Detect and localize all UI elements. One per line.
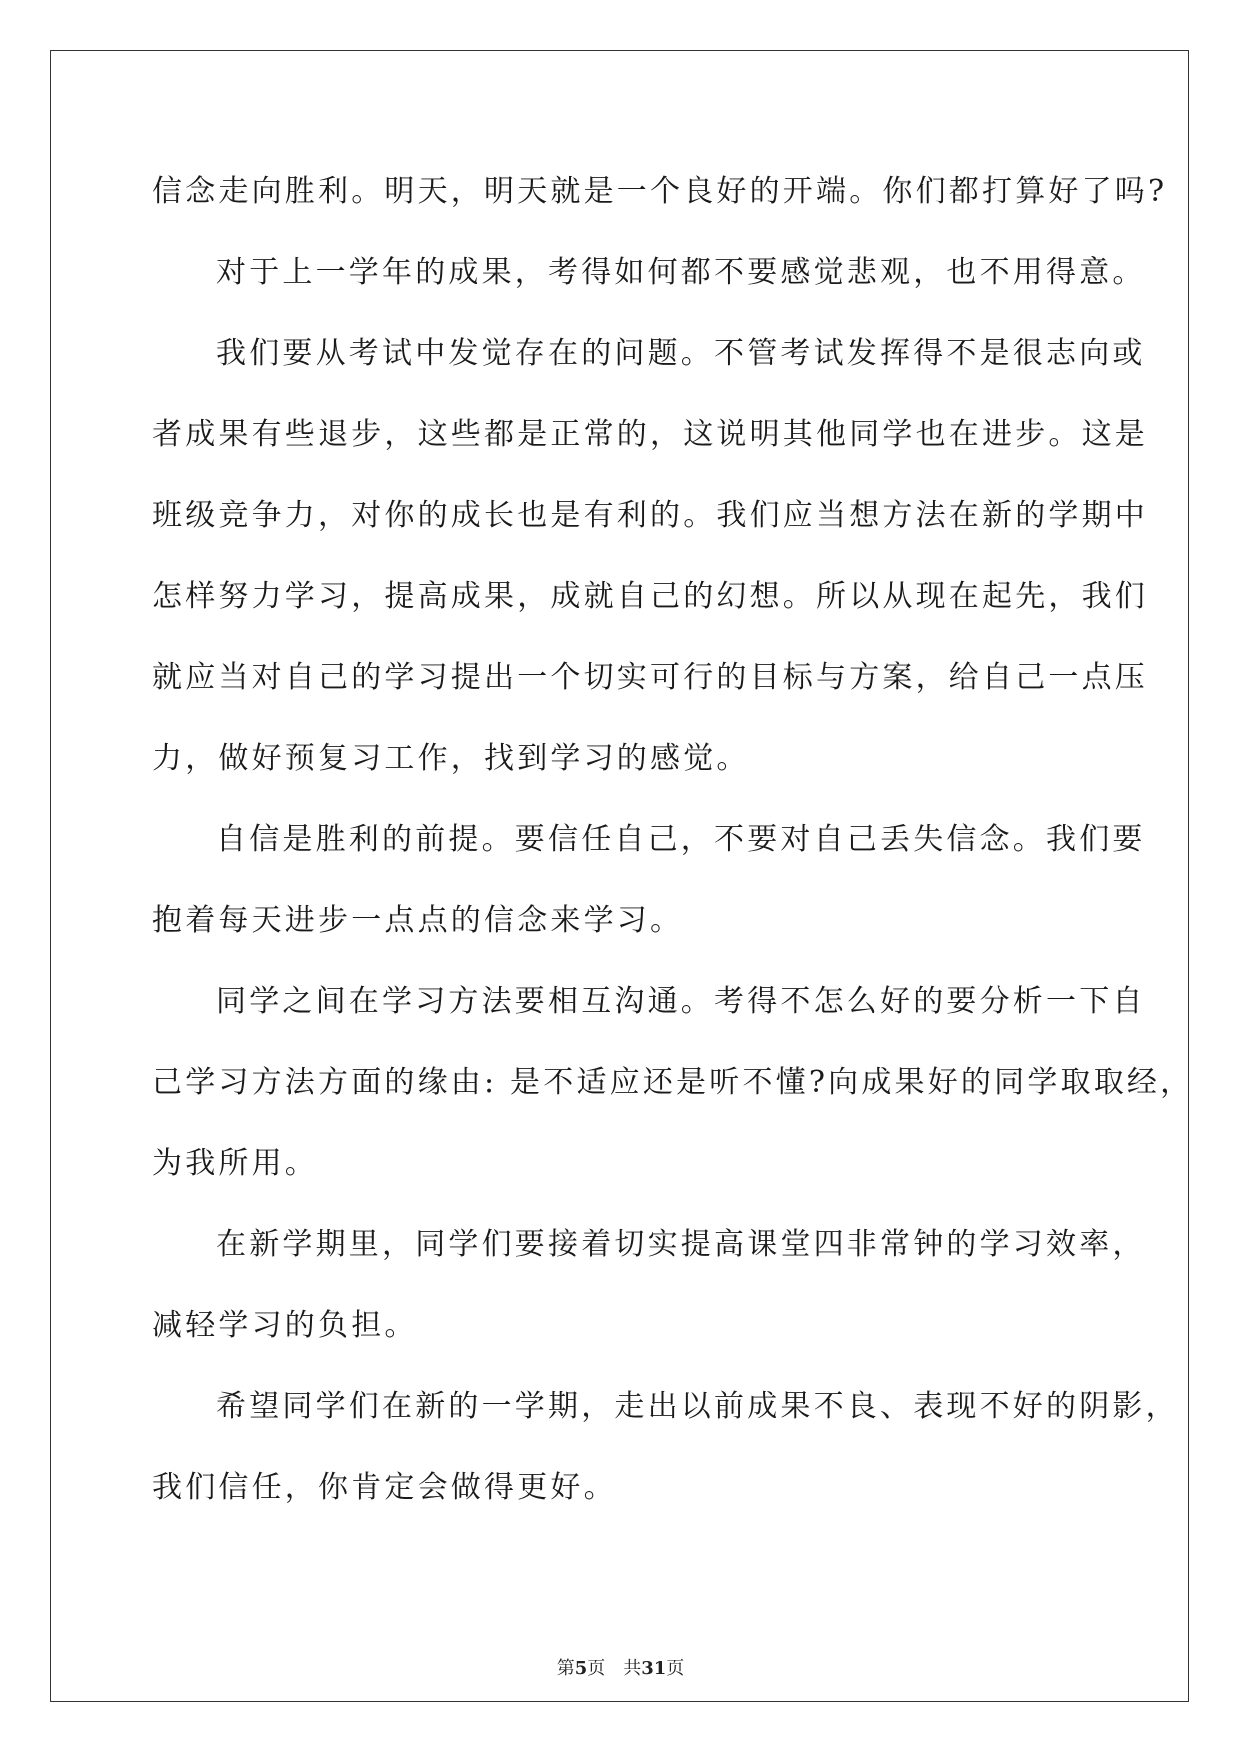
text-line-5: 班级竞争力，对你的成长也是有利的。我们应当想方法在新的学期中 <box>152 498 1148 533</box>
text-line-6: 怎样努力学习，提高成果，成就自己的幻想。所以从现在起先，我们 <box>152 579 1148 614</box>
text-line-10: 抱着每天进步一点点的信念来学习。 <box>152 903 684 938</box>
text-line-2: 对于上一学年的成果，考得如何都不要感觉悲观，也不用得意。 <box>216 255 1146 290</box>
page-footer <box>0 1657 1241 1681</box>
text-line-11: 同学之间在学习方法要相互沟通。考得不怎么好的要分析一下自 <box>216 984 1146 1019</box>
text-line-4: 者成果有些退步，这些都是正常的，这说明其他同学也在进步。这是 <box>152 417 1148 452</box>
text-line-8: 力，做好预复习工作，找到学习的感觉。 <box>152 741 750 776</box>
text-line-9: 自信是胜利的前提。要信任自己，不要对自己丢失信念。我们要 <box>216 822 1146 857</box>
total-pages: 31 <box>641 1658 667 1679</box>
page-unit: 页 <box>587 1658 606 1679</box>
page-number: 5 <box>574 1658 588 1679</box>
text-line-15: 减轻学习的负担。 <box>152 1308 418 1343</box>
text-line-1: 信念走向胜利。明天，明天就是一个良好的开端。你们都打算好了吗? <box>152 174 1168 209</box>
text-line-7: 就应当对自己的学习提出一个切实可行的目标与方案，给自己一点压 <box>152 660 1148 695</box>
total-prefix: 共 <box>623 1658 642 1679</box>
text-line-17: 我们信任，你肯定会做得更好。 <box>152 1470 617 1505</box>
text-line-13: 为我所用。 <box>152 1146 318 1181</box>
text-line-16: 希望同学们在新的一学期，走出以前成果不良、表现不好的阴影， <box>216 1389 1179 1424</box>
text-line-14: 在新学期里，同学们要接着切实提高课堂四非常钟的学习效率， <box>216 1227 1146 1262</box>
document-body <box>152 164 1194 1541</box>
text-line-3: 我们要从考试中发觉存在的问题。不管考试发挥得不是很志向或 <box>216 336 1146 371</box>
total-unit: 页 <box>666 1658 685 1679</box>
text-line-12: 己学习方法方面的缘由: 是不适应还是听不懂?向成果好的同学取取经， <box>152 1065 1194 1100</box>
page-prefix: 第 <box>556 1658 575 1679</box>
